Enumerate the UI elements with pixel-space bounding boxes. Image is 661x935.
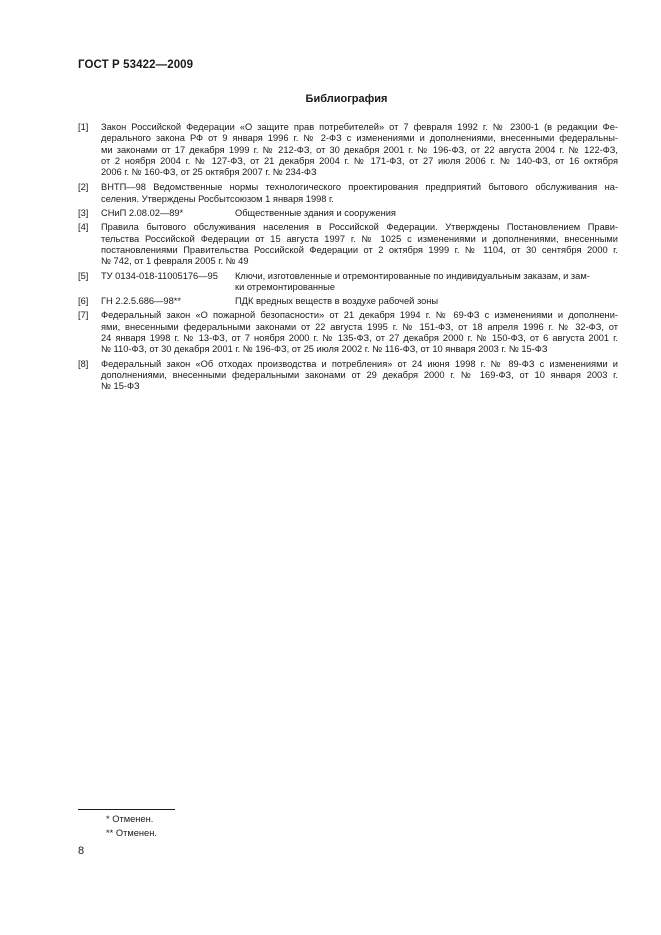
bib-entry-3 xyxy=(78,208,618,219)
bib-line: ВНТП—98 Ведомственные нормы технологического проектирования предприятий бытового обслуживания на- xyxy=(101,182,618,193)
bib-entry-8 xyxy=(78,359,618,393)
bib-line: № 110-ФЗ, от 30 декабря 2001 г. № 196-ФЗ, от 25 июля 2002 г. № 116-ФЗ, от 10 января 2003 г. № 15-ФЗ xyxy=(101,344,548,355)
bib-entry-4 xyxy=(78,222,618,267)
bib-line: селения. Утверждены Росбытсоюзом 1 января 1998 г. xyxy=(101,193,334,204)
bib-number: [2] xyxy=(78,182,89,193)
bib-line: № 15-ФЗ xyxy=(101,381,140,392)
bib-entry-5 xyxy=(78,271,618,294)
bib-number: [1] xyxy=(78,122,89,132)
bib-number: [3] xyxy=(78,208,89,219)
bib-line xyxy=(101,208,618,219)
page-number: 8 xyxy=(78,845,85,857)
footnote-1 xyxy=(106,814,153,825)
footnote-mark: * xyxy=(106,814,110,824)
bib-line: постановлениями Правительства Российской Федерации от 2 октября 1999 г. № 1104, от 30 сентября 2000 г. xyxy=(101,244,618,255)
footnote-separator xyxy=(78,809,175,810)
bib-line: тельства Российской Федерации от 15 августа 1997 г. № 1025 с изменениями и дополнениями, внесенными xyxy=(101,233,618,244)
bib-entry-1 xyxy=(78,122,618,178)
bib-code: СНиП 2.08.02—89* xyxy=(101,208,184,219)
document-id: ГОСТ Р 53422—2009 xyxy=(78,59,194,71)
footnote-mark: ** xyxy=(106,828,114,838)
bib-line: ми законами от 17 декабря 1999 г. № 212-ФЗ, от 30 декабря 2001 г. № 196-ФЗ, от 22 августа 2004 г. № 122-ФЗ, xyxy=(101,144,618,155)
footnote-2 xyxy=(106,828,157,839)
bib-title: Ключи, изготовленные и отремонтированные по индивидуальным заказам, и зам- xyxy=(235,270,590,281)
bib-entry-7 xyxy=(78,310,618,355)
bib-title: ПДК вредных веществ в воздухе рабочей зоны xyxy=(235,296,439,307)
footnote-text: Отменен. xyxy=(115,828,157,838)
section-title: Библиография xyxy=(305,93,388,105)
bib-number: [4] xyxy=(78,222,89,233)
bib-code: ТУ 0134-018-11005176—95 xyxy=(101,270,218,281)
bib-line: дерального закона РФ от 9 января 1996 г. № 2-ФЗ с изменениями и дополнениями, внесенными федеральны- xyxy=(101,133,618,144)
bib-line: Закон Российской Федерации «О защите прав потребителей» от 7 февраля 1992 г. № 2300-1 (в редакции Фе- xyxy=(101,122,618,132)
bib-number: [5] xyxy=(78,270,89,281)
bib-line: Правила бытового обслуживания населения в Российской Федерации. Утверждены Постановлением Прави- xyxy=(101,222,618,233)
bib-entry-2 xyxy=(78,182,618,205)
bib-title: Общественные здания и сооружения xyxy=(235,208,396,219)
bib-line: ями, внесенными федеральными законами от 22 августа 1995 г. № 151-ФЗ, от 18 апреля 1996 г. № 32-ФЗ, от xyxy=(101,321,618,332)
bib-entry-6 xyxy=(78,296,618,307)
bib-line: ки отремонтированные xyxy=(235,281,336,292)
bib-line: 2006 г. № 160-ФЗ, от 25 октября 2007 г. № 234-ФЗ xyxy=(101,167,317,178)
bib-line: 24 января 1998 г. № 13-ФЗ, от 7 ноября 2000 г. № 135-ФЗ, от 27 декабря 2000 г. № 150-ФЗ, от 6 августа 2001 г. xyxy=(101,333,618,344)
bib-number: [8] xyxy=(78,358,89,369)
footnote-text: Отменен. xyxy=(112,814,154,824)
bib-code: ГН 2.2.5.686—98** xyxy=(101,296,181,307)
bib-line: Федеральный закон «Об отходах производства и потребления» от 24 июня 1998 г. № 89-ФЗ с изменениями и xyxy=(101,358,618,369)
bib-line: Федеральный закон «О пожарной безопасности» от 21 декабря 1994 г. № 69-ФЗ с изменениями и дополнени- xyxy=(101,310,618,321)
bib-line: от 2 ноября 2004 г. № 127-ФЗ, от 21 декабря 2004 г. № 171-ФЗ, от 27 июля 2006 г. № 140-ФЗ, от 16 октября xyxy=(101,155,618,166)
bib-number: [6] xyxy=(78,296,89,307)
bib-line: дополнениями, внесенными федеральными законами от 29 декабря 2000 г. № 169-ФЗ, от 10 января 2003 г. xyxy=(101,369,618,380)
bib-line xyxy=(101,296,618,307)
bib-line: № 742, от 1 февраля 2005 г. № 49 xyxy=(101,256,249,267)
bibliography-list xyxy=(78,122,618,393)
bib-line xyxy=(101,271,618,282)
bib-number: [7] xyxy=(78,310,89,321)
